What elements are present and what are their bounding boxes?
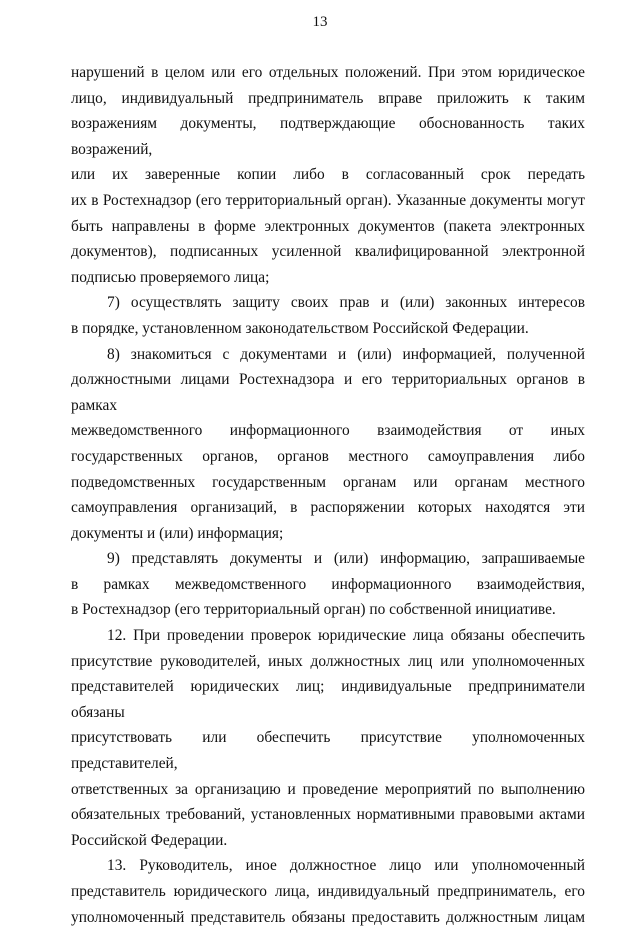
text-line: 13. Руководитель, иное должностное лицо или уполномоченный xyxy=(107,857,585,875)
text-line: обязательных требований, установленных нормативными правовыми актами xyxy=(71,806,585,824)
text-line: присутствовать или обеспечить присутствие уполномоченных представителей, xyxy=(71,729,585,773)
text-line: самоуправления организаций, в распоряжении которых находятся эти xyxy=(71,499,585,517)
text-line: документы и (или) информация; xyxy=(71,524,284,542)
paragraph-clause-12 xyxy=(71,623,585,853)
text-line: представитель юридического лица, индивидуальный предприниматель, его xyxy=(71,883,585,900)
text-line: нарушений в целом или его отдельных положений. При этом юридическое xyxy=(71,64,585,81)
text-line: документов), подписанных усиленной квалифицированной электронной xyxy=(71,243,585,261)
text-line: лицо, индивидуальный предприниматель вправе приложить к таким xyxy=(71,89,585,107)
text-line: подписью проверяемого лица; xyxy=(71,268,270,286)
text-line: Российской Федерации. xyxy=(71,831,228,849)
text-line: 7) осуществлять защиту своих прав и (или) законных интересов xyxy=(107,294,585,312)
text-line: присутствие руководителей, иных должностных лиц или уполномоченных xyxy=(71,652,585,670)
text-line: представителей юридических лиц; индивидуальные предприниматели обязаны xyxy=(71,678,585,721)
text-line: 9) представлять документы и (или) информацию, запрашиваемые xyxy=(107,550,585,568)
text-line: подведомственных государственным органам или органам местного xyxy=(71,473,585,491)
paragraph-item-7 xyxy=(71,290,585,341)
text-line: или их заверенные копии либо в согласованный срок передать xyxy=(71,166,585,184)
text-line: в Ростехнадзор (его территориальный орган) по собственной инициативе. xyxy=(71,601,556,619)
text-line: возражениям документы, подтверждающие обоснованность таких возражений, xyxy=(71,115,585,158)
text-line: быть направлены в форме электронных документов (пакета электронных xyxy=(71,217,585,235)
text-line: ответственных за организацию и проведение мероприятий по выполнению xyxy=(71,780,585,798)
paragraph-continued xyxy=(71,60,585,290)
paragraph-item-8 xyxy=(71,342,585,547)
document-body xyxy=(71,60,585,930)
text-line: межведомственного информационного взаимодействия от иных xyxy=(71,422,585,440)
paragraph-item-9 xyxy=(71,546,585,623)
text-line: 12. При проведении проверок юридические лица обязаны обеспечить xyxy=(107,627,585,645)
paragraph-clause-13 xyxy=(71,853,585,930)
text-line: их в Ростехнадзор (его территориальный орган). Указанные документы могут xyxy=(71,191,585,209)
text-line: государственных органов, органов местного самоуправления либо xyxy=(71,447,585,465)
page-number: 13 xyxy=(312,14,328,30)
text-line: должностными лицами Ростехнадзора и его территориальных органов в рамках xyxy=(71,371,585,414)
text-line: 8) знакомиться с документами и (или) информацией, полученной xyxy=(107,345,585,363)
text-line: в порядке, установленном законодательством Российской Федерации. xyxy=(71,319,529,337)
text-line: в рамках межведомственного информационного взаимодействия, xyxy=(71,575,585,593)
text-line: уполномоченный представитель обязаны предоставить должностным лицам xyxy=(71,908,585,926)
